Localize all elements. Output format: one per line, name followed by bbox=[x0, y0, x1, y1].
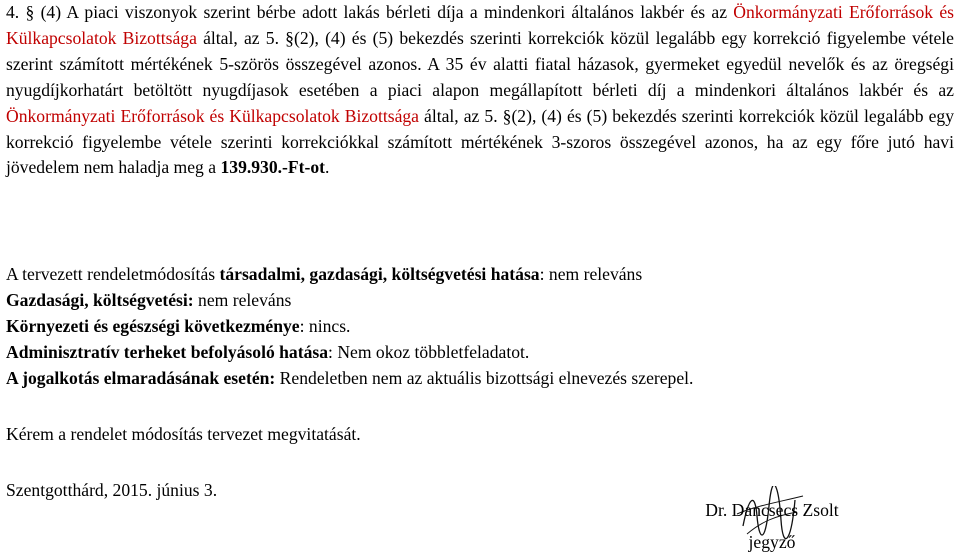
paragraph-rent-rules bbox=[6, 0, 954, 181]
impact-line-environment-value: : nincs. bbox=[299, 315, 351, 336]
signature-name: Dr. Dancsecs Zsolt bbox=[705, 500, 839, 520]
impact-line-omission-value: Rendeletben nem az aktuális bizottsági elnevezés szerepel. bbox=[275, 367, 694, 388]
paragraph-end: . bbox=[325, 157, 330, 178]
committee-name: Önkormányzati Erőforrások és Külkapcsolatok Bizottsága bbox=[6, 2, 954, 48]
signature-block bbox=[684, 494, 860, 558]
impact-line-environment bbox=[6, 314, 693, 340]
committee-name-2: Önkormányzati Erőforrások és Külkapcsolatok Bizottsága bbox=[6, 105, 419, 126]
impact-line-environment-bold: Környezeti és egészségi következménye bbox=[6, 315, 300, 336]
impact-section bbox=[6, 262, 693, 392]
impact-line-admin bbox=[6, 340, 693, 366]
impact-line-economic-bold: Gazdasági, költségvetési: bbox=[6, 289, 194, 310]
impact-line-omission-bold: A jogalkotás elmaradásának esetén: bbox=[6, 367, 276, 388]
paragraph-text-1: 4. § (4) A piaci viszonyok szerint bérbe adott lakás bérleti díja a mindenkori általános lakbér és az bbox=[6, 2, 734, 22]
impact-line-economic bbox=[6, 288, 693, 314]
paragraph-text-2: által, az 5. §(2), (4) és (5) bekezdés szerinti korrekciók közül legalább egy korrekció figyelembe vétele szerint számított mértékének 5-szörös összegével azonos. A 35 év alatti fiatal házasok, gyermeket egyedül nevelők és az öregségi nyugdíjkorhatárt betöltött nyugdíjasok esetében a piaci alapon megállapított bérleti díj a mindenkori általános lakbér és az bbox=[6, 27, 954, 100]
paragraph-text-3: által, az 5. §(2), (4) és (5) bekezdés szerinti korrekciók közül legalább egy korrekció figyelembe vétele szerinti korrekciókkal számított mértékének 3-szoros összegével azonos, ha az egy főre jutó havi jövedelem nem haladja meg a bbox=[6, 105, 954, 178]
signature-title: jegyző bbox=[748, 532, 796, 552]
place-and-date: Szentgotthárd, 2015. június 3. bbox=[6, 480, 218, 500]
impact-line-admin-bold: Adminisztratív terheket befolyásoló hatása bbox=[6, 341, 329, 362]
impact-line-admin-value: : Nem okoz többletfeladatot. bbox=[328, 341, 530, 362]
income-limit-amount: 139.930.-Ft-ot bbox=[220, 157, 326, 178]
impact-line-economic-value: nem releváns bbox=[193, 289, 292, 310]
impact-line-social bbox=[6, 262, 693, 288]
impact-line-social-value: : nem releváns bbox=[539, 264, 643, 284]
impact-line-social-bold: társadalmi, gazdasági, költségvetési hatása bbox=[219, 264, 540, 284]
closing-request: Kérem a rendelet módosítás tervezet megvitatását. bbox=[6, 424, 361, 444]
impact-line-omission bbox=[6, 366, 693, 392]
impact-line-social-prefix: A tervezett rendeletmódosítás bbox=[6, 264, 220, 284]
